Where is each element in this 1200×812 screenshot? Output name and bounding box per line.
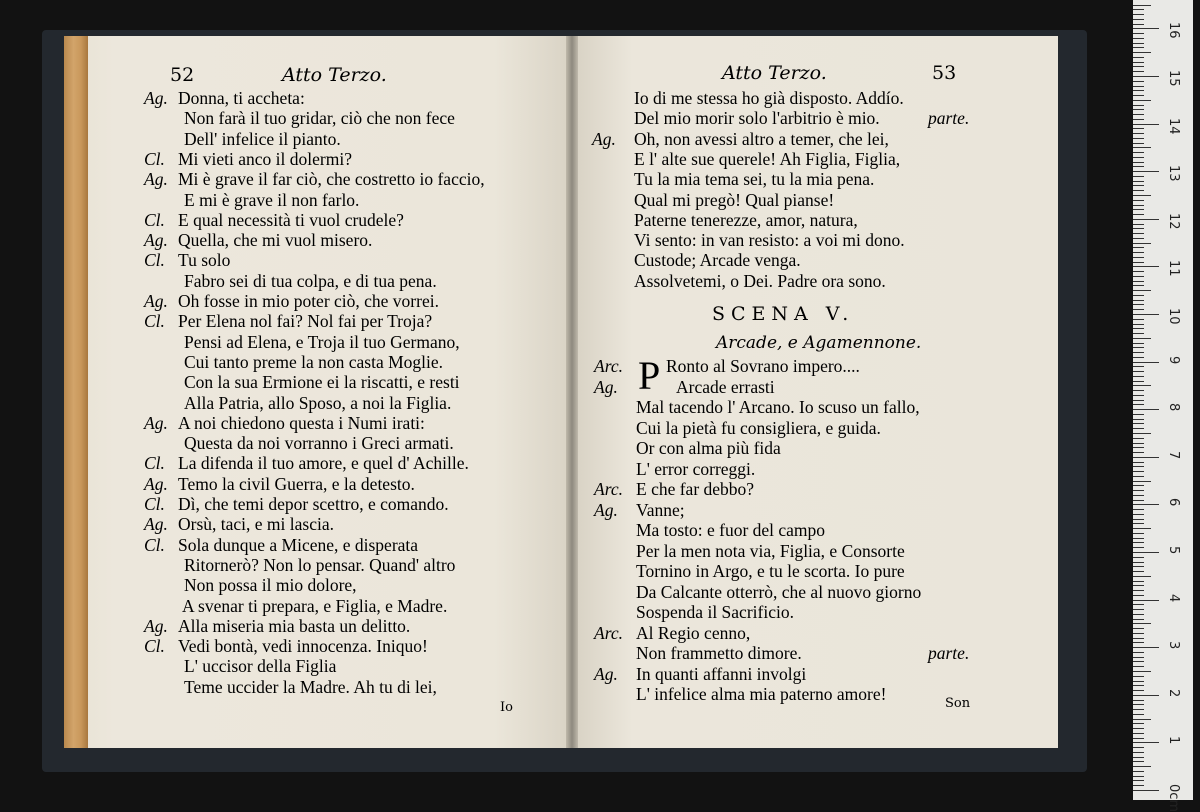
ruler-tick bbox=[1133, 147, 1151, 148]
ruler-tick bbox=[1133, 757, 1144, 758]
ruler-tick bbox=[1133, 733, 1144, 734]
ruler-tick bbox=[1133, 542, 1144, 543]
ruler-tick bbox=[1133, 485, 1144, 486]
ruler-tick bbox=[1133, 395, 1144, 396]
ruler-tick bbox=[1133, 390, 1144, 391]
ruler-tick bbox=[1133, 181, 1144, 182]
ruler-tick bbox=[1133, 690, 1144, 691]
verse-line: A noi chiedono questa i Numi irati: bbox=[178, 412, 425, 433]
ruler-tick bbox=[1133, 609, 1144, 610]
ruler-tick bbox=[1133, 471, 1144, 472]
ruler-tick bbox=[1133, 585, 1144, 586]
verse-line: E che far debbo? bbox=[636, 479, 755, 499]
ruler-tick bbox=[1133, 66, 1144, 67]
ruler-tick bbox=[1133, 562, 1144, 563]
ruler-tick bbox=[1133, 152, 1144, 153]
ruler-tick bbox=[1133, 504, 1159, 505]
stage-direction: parte. bbox=[928, 643, 970, 663]
ruler-tick bbox=[1133, 447, 1144, 448]
ruler-label: 11 bbox=[1166, 260, 1181, 277]
speaker-label: Arc. bbox=[594, 622, 623, 643]
ruler-label: 13 bbox=[1166, 165, 1181, 182]
ruler-tick bbox=[1133, 281, 1144, 282]
ruler-tick bbox=[1133, 647, 1159, 648]
ruler-label: 6 bbox=[1166, 498, 1181, 507]
ruler-tick bbox=[1133, 385, 1151, 386]
ruler-label: 1 bbox=[1166, 736, 1181, 745]
speaker-label: Cl. bbox=[144, 453, 165, 474]
ruler-tick bbox=[1133, 595, 1144, 596]
ruler-tick bbox=[1133, 352, 1144, 353]
verse-line: Mal tacendo l' Arcano. Io scuso un fallo, bbox=[636, 397, 920, 417]
ruler-tick bbox=[1133, 709, 1144, 710]
speaker-label: Ag. bbox=[592, 128, 616, 149]
speaker-label: Ag. bbox=[594, 663, 618, 684]
ruler-tick bbox=[1133, 457, 1159, 458]
ruler-tick bbox=[1133, 366, 1144, 367]
ruler-label: 14 bbox=[1166, 117, 1181, 135]
ruler-tick bbox=[1133, 95, 1144, 96]
ruler-tick bbox=[1133, 247, 1144, 248]
ruler-tick bbox=[1133, 747, 1144, 748]
speaker-label: Cl. bbox=[144, 209, 165, 230]
verse-line: Non farà il tuo gridar, ciò che non fece bbox=[184, 108, 455, 129]
ruler-tick bbox=[1133, 571, 1144, 572]
ruler-tick bbox=[1133, 714, 1144, 715]
verse-line: Teme uccider la Madre. Ah tu di lei, bbox=[184, 676, 437, 697]
ruler-tick bbox=[1133, 24, 1144, 25]
ruler-tick bbox=[1133, 628, 1144, 629]
verse-line: Non possa il mio dolore, bbox=[184, 575, 357, 596]
verse-line: Al Regio cenno, bbox=[636, 622, 751, 643]
ruler-tick bbox=[1133, 604, 1144, 605]
verse-line: Custode; Arcade venga. bbox=[634, 250, 801, 271]
speaker-label: Ag. bbox=[144, 412, 168, 433]
ruler-label: 15 bbox=[1166, 70, 1181, 87]
ruler-tick bbox=[1133, 205, 1144, 206]
ruler-tick bbox=[1133, 295, 1144, 296]
verse-line: Cui la pietà fu consigliera, e guida. bbox=[636, 417, 881, 438]
verse-line: Orsù, taci, e mi lascia. bbox=[178, 514, 334, 535]
ruler-tick bbox=[1133, 428, 1144, 429]
verse-line: L' error correggi. bbox=[636, 458, 756, 479]
ruler-tick bbox=[1133, 14, 1144, 15]
verse-line: L' uccisor della Figlia bbox=[184, 656, 337, 677]
ruler-label: 2 bbox=[1166, 688, 1181, 698]
verse-line: Ronto al Sovrano impero.... bbox=[666, 356, 860, 376]
speaker-label: Arc. bbox=[594, 479, 623, 499]
verse-line: Oh, non avessi altro a temer, che lei, bbox=[634, 128, 889, 149]
ruler-tick bbox=[1133, 704, 1144, 705]
verse-line: Mi vieti anco il dolermi? bbox=[178, 148, 352, 169]
verse-line: Con la sua Ermione ei la riscatti, e resti bbox=[184, 372, 460, 393]
right-running-header: Atto Terzo. bbox=[722, 62, 827, 84]
ruler-tick bbox=[1133, 128, 1144, 129]
ruler-tick bbox=[1133, 695, 1159, 696]
ruler-tick bbox=[1133, 414, 1144, 415]
verse-line: Io di me stessa ho già disposto. Addío. bbox=[634, 88, 904, 108]
speaker-label: Ag. bbox=[144, 514, 168, 535]
verse-line: Pensi ad Elena, e Troja il tuo Germano, bbox=[184, 331, 460, 352]
ruler-tick bbox=[1133, 124, 1159, 125]
ruler-tick bbox=[1133, 195, 1151, 196]
ruler-tick bbox=[1133, 423, 1144, 424]
right-catchword: Son bbox=[945, 696, 971, 711]
speaker-label: Cl. bbox=[144, 311, 165, 332]
ruler-tick bbox=[1133, 419, 1144, 420]
ruler-tick bbox=[1133, 138, 1144, 139]
verse-line: Arcade errasti bbox=[676, 376, 775, 397]
ruler-tick bbox=[1133, 466, 1144, 467]
ruler-tick bbox=[1133, 309, 1144, 310]
ruler-tick bbox=[1133, 219, 1159, 220]
speaker-label: Ag. bbox=[144, 615, 168, 636]
ruler-tick bbox=[1133, 109, 1144, 110]
ruler-tick bbox=[1133, 285, 1144, 286]
ruler-tick bbox=[1133, 262, 1144, 263]
ruler-tick bbox=[1133, 200, 1144, 201]
left-catchword: Io bbox=[500, 700, 513, 715]
verse-line: Non frammetto dimore. bbox=[636, 643, 802, 663]
ruler-tick bbox=[1133, 190, 1144, 191]
ruler-tick bbox=[1133, 209, 1144, 210]
ruler-tick bbox=[1133, 538, 1144, 539]
verse-line: Alla Patria, allo Sposo, a noi la Figlia. bbox=[184, 392, 452, 413]
ruler-tick bbox=[1133, 547, 1144, 548]
ruler-tick bbox=[1133, 119, 1144, 120]
ruler-tick bbox=[1133, 338, 1151, 339]
speaker-label: Cl. bbox=[144, 148, 165, 169]
ruler-tick bbox=[1133, 343, 1144, 344]
ruler-tick bbox=[1133, 333, 1144, 334]
verse-line: Oh fosse in mio poter ciò, che vorrei. bbox=[178, 291, 439, 311]
ruler-tick bbox=[1133, 566, 1144, 567]
ruler-tick bbox=[1133, 276, 1144, 277]
ruler-tick bbox=[1133, 28, 1159, 29]
verse-line: Tu la mia tema sei, tu la mia pena. bbox=[634, 169, 875, 190]
ruler-label: 9 bbox=[1166, 355, 1181, 364]
scene-title: SCENA V. bbox=[712, 303, 855, 325]
verse-line: Da Calcante otterrò, che al nuovo giorno bbox=[636, 581, 922, 602]
ruler-label: 7 bbox=[1166, 450, 1181, 460]
ruler-tick bbox=[1133, 600, 1159, 601]
ruler-tick bbox=[1133, 742, 1159, 743]
ruler-tick bbox=[1133, 5, 1151, 6]
ruler-tick bbox=[1133, 52, 1151, 53]
verse-line: Del mio morir solo l'arbitrio è mio. bbox=[634, 108, 880, 129]
verse-line: Per Elena nol fai? Nol fai per Troja? bbox=[178, 311, 433, 332]
ruler-tick bbox=[1133, 185, 1144, 186]
ruler-tick bbox=[1133, 81, 1144, 82]
verse-line: Cui tanto preme la non casta Moglie. bbox=[184, 351, 444, 372]
ruler-tick bbox=[1133, 476, 1144, 477]
ruler-tick bbox=[1133, 433, 1151, 434]
verse-line: Ritornerò? Non lo pensar. Quand' altro bbox=[184, 554, 456, 575]
speaker-label: Ag. bbox=[594, 499, 618, 520]
ruler-tick bbox=[1133, 105, 1144, 106]
ruler-tick bbox=[1133, 376, 1144, 377]
ruler-tick bbox=[1133, 657, 1144, 658]
ruler-tick bbox=[1133, 38, 1144, 39]
ruler-tick bbox=[1133, 290, 1151, 291]
ruler-tick bbox=[1133, 86, 1144, 87]
ruler-tick bbox=[1133, 57, 1144, 58]
speaker-label: Ag. bbox=[144, 473, 168, 494]
ruler-tick bbox=[1133, 552, 1159, 553]
ruler-label: 4 bbox=[1166, 593, 1181, 602]
verse-line: Questa da noi vorranno i Greci armati. bbox=[184, 433, 454, 454]
ruler-tick bbox=[1133, 300, 1144, 301]
ruler-tick bbox=[1133, 347, 1144, 348]
ruler-label: 16 bbox=[1166, 22, 1181, 39]
ruler-tick bbox=[1133, 785, 1144, 786]
speaker-label: Ag. bbox=[144, 169, 168, 190]
verse-line: Sola dunque a Micene, e disperata bbox=[178, 534, 419, 555]
ruler-tick bbox=[1133, 224, 1144, 225]
ruler-tick bbox=[1133, 171, 1159, 172]
ruler-label: 12 bbox=[1166, 212, 1181, 230]
verse-line: A svenar ti prepara, e Figlia, e Madre. bbox=[182, 595, 448, 616]
ruler-tick bbox=[1133, 619, 1144, 620]
ruler-tick bbox=[1133, 681, 1144, 682]
verse-line: Dell' infelice il pianto. bbox=[184, 128, 341, 149]
ruler-tick bbox=[1133, 738, 1144, 739]
ruler-tick bbox=[1133, 523, 1144, 524]
verse-line: Alla miseria mia basta un delitto. bbox=[178, 615, 411, 636]
ruler-label: 0cm bbox=[1166, 784, 1181, 812]
ruler-tick bbox=[1133, 166, 1144, 167]
verse-line: Vi sento: in van resisto: a voi mi dono. bbox=[634, 230, 905, 251]
ruler-tick bbox=[1133, 761, 1144, 762]
ruler-tick bbox=[1133, 723, 1144, 724]
verse-line: Ma tosto: e fuor del campo bbox=[636, 520, 826, 540]
ruler-tick bbox=[1133, 443, 1144, 444]
book-gutter bbox=[566, 36, 578, 748]
ruler-tick bbox=[1133, 133, 1144, 134]
ruler-tick bbox=[1133, 490, 1144, 491]
drop-cap: P bbox=[638, 353, 661, 398]
verse-line: Vanne; bbox=[636, 499, 685, 520]
ruler-tick bbox=[1133, 590, 1144, 591]
ruler-tick bbox=[1133, 685, 1144, 686]
ruler-tick bbox=[1133, 557, 1144, 558]
ruler-tick bbox=[1133, 766, 1151, 767]
verse-line: Donna, ti accheta: bbox=[178, 88, 305, 108]
ruler-tick bbox=[1133, 719, 1151, 720]
ruler-tick bbox=[1133, 533, 1144, 534]
verse-line: Per la men nota via, Figlia, e Consorte bbox=[636, 540, 905, 561]
ruler-tick bbox=[1133, 452, 1144, 453]
ruler-tick bbox=[1133, 71, 1144, 72]
ruler-tick bbox=[1133, 9, 1144, 10]
verse-line: E mi è grave il non farlo. bbox=[184, 189, 360, 210]
verse-line: Or con alma più fida bbox=[636, 438, 781, 458]
ruler-tick bbox=[1133, 771, 1144, 772]
ruler-tick bbox=[1133, 238, 1144, 239]
ruler-tick bbox=[1133, 614, 1144, 615]
speaker-label: Ag. bbox=[594, 376, 618, 397]
ruler-tick bbox=[1133, 495, 1144, 496]
ruler-tick bbox=[1133, 76, 1159, 77]
ruler-tick bbox=[1133, 176, 1144, 177]
ruler-tick bbox=[1133, 576, 1151, 577]
ruler-tick bbox=[1133, 47, 1144, 48]
verse-line: E qual necessità ti vuol crudele? bbox=[178, 209, 404, 230]
ruler-tick bbox=[1133, 304, 1144, 305]
ruler-tick bbox=[1133, 371, 1144, 372]
ruler-tick bbox=[1133, 324, 1144, 325]
ruler-tick bbox=[1133, 676, 1144, 677]
ruler-tick bbox=[1133, 438, 1144, 439]
ruler-label: 3 bbox=[1166, 641, 1181, 650]
speaker-label: Cl. bbox=[144, 534, 165, 555]
ruler-tick bbox=[1133, 100, 1151, 101]
verse-line: Fabro sei di tua colpa, e di tua pena. bbox=[184, 270, 437, 291]
speaker-label: Ag. bbox=[144, 230, 168, 251]
verse-line: Tornino in Argo, e tu le scorta. Io pure bbox=[636, 561, 905, 581]
ruler-tick bbox=[1133, 780, 1144, 781]
ruler-tick bbox=[1133, 62, 1144, 63]
ruler-tick bbox=[1133, 404, 1144, 405]
ruler-tick bbox=[1133, 661, 1144, 662]
ruler-tick bbox=[1133, 328, 1144, 329]
ruler-tick bbox=[1133, 162, 1144, 163]
ruler-tick bbox=[1133, 214, 1144, 215]
speaker-label: Ag. bbox=[144, 88, 168, 108]
ruler-tick bbox=[1133, 362, 1159, 363]
ruler-tick bbox=[1133, 19, 1144, 20]
verse-line: Mi è grave il far ciò, che costretto io faccio, bbox=[178, 169, 485, 190]
ruler-tick bbox=[1133, 228, 1144, 229]
ruler-tick bbox=[1133, 43, 1144, 44]
verse-line: L' infelice alma mia paterno amore! bbox=[636, 684, 887, 704]
ruler-tick bbox=[1133, 752, 1144, 753]
verse-line: In quanti affanni involgi bbox=[636, 663, 807, 684]
ruler-tick bbox=[1133, 790, 1159, 791]
ruler-tick bbox=[1133, 33, 1144, 34]
ruler-tick bbox=[1133, 157, 1144, 158]
ruler-tick bbox=[1133, 671, 1151, 672]
page-edge-stack bbox=[64, 36, 88, 748]
scene-characters: Arcade, e Agamennone. bbox=[716, 333, 922, 353]
verse-line: Dì, che temi depor scettro, e comando. bbox=[178, 494, 449, 514]
ruler-tick bbox=[1133, 266, 1159, 267]
ruler-tick bbox=[1133, 357, 1144, 358]
speaker-label: Cl. bbox=[144, 494, 165, 514]
verse-line: La difenda il tuo amore, e quel d' Achille. bbox=[178, 453, 469, 474]
ruler-tick bbox=[1133, 638, 1144, 639]
ruler-label: 8 bbox=[1166, 403, 1181, 412]
ruler-tick bbox=[1133, 319, 1144, 320]
ruler-tick bbox=[1133, 252, 1144, 253]
verse-line: Vedi bontà, vedi innocenza. Iniquo! bbox=[178, 636, 428, 657]
ruler-tick bbox=[1133, 776, 1144, 777]
ruler-label: 10 bbox=[1166, 308, 1181, 325]
verse-line: Qual mi pregò! Qual pianse! bbox=[634, 189, 835, 210]
ruler-tick bbox=[1133, 271, 1144, 272]
verse-line: Tu solo bbox=[178, 250, 231, 271]
verse-line: Quella, che mi vuol misero. bbox=[178, 230, 373, 251]
verse-line: Assolvetemi, o Dei. Padre ora sono. bbox=[634, 270, 886, 291]
ruler-tick bbox=[1133, 90, 1144, 91]
left-page-number: 52 bbox=[170, 64, 195, 86]
ruler-tick bbox=[1133, 623, 1151, 624]
speaker-label: Arc. bbox=[594, 356, 623, 376]
ruler-tick bbox=[1133, 519, 1144, 520]
ruler-tick bbox=[1133, 243, 1151, 244]
ruler-tick bbox=[1133, 652, 1144, 653]
verse-line: Temo la civil Guerra, e la detesto. bbox=[178, 473, 415, 494]
ruler-tick bbox=[1133, 509, 1144, 510]
verse-line: E l' alte sue querele! Ah Figlia, Figlia, bbox=[634, 148, 901, 169]
measuring-ruler bbox=[1133, 0, 1193, 812]
stage-direction: parte. bbox=[928, 108, 970, 129]
ruler-tick bbox=[1133, 409, 1159, 410]
ruler-tick bbox=[1133, 314, 1159, 315]
ruler-tick bbox=[1133, 666, 1144, 667]
ruler-tick bbox=[1133, 257, 1144, 258]
verse-line: Sospenda il Sacrificio. bbox=[636, 602, 794, 622]
ruler-tick bbox=[1133, 581, 1144, 582]
ruler-tick bbox=[1133, 481, 1151, 482]
speaker-label: Cl. bbox=[144, 250, 165, 271]
ruler-tick bbox=[1133, 642, 1144, 643]
left-running-header: Atto Terzo. bbox=[282, 64, 387, 86]
ruler-tick bbox=[1133, 728, 1144, 729]
ruler-tick bbox=[1133, 381, 1144, 382]
ruler-tick bbox=[1133, 233, 1144, 234]
ruler-tick bbox=[1133, 633, 1144, 634]
right-page-number: 53 bbox=[932, 62, 957, 84]
speaker-label: Ag. bbox=[144, 291, 168, 311]
ruler-tick bbox=[1133, 400, 1144, 401]
verse-line: Paterne tenerezze, amor, natura, bbox=[634, 209, 858, 230]
ruler-tick bbox=[1133, 143, 1144, 144]
ruler-tick bbox=[1133, 514, 1144, 515]
ruler-tick bbox=[1133, 500, 1144, 501]
ruler-tick bbox=[1133, 700, 1144, 701]
speaker-label: Cl. bbox=[144, 636, 165, 657]
ruler-tick bbox=[1133, 528, 1151, 529]
ruler-label: 5 bbox=[1166, 546, 1181, 555]
ruler-tick bbox=[1133, 462, 1144, 463]
ruler-tick bbox=[1133, 114, 1144, 115]
